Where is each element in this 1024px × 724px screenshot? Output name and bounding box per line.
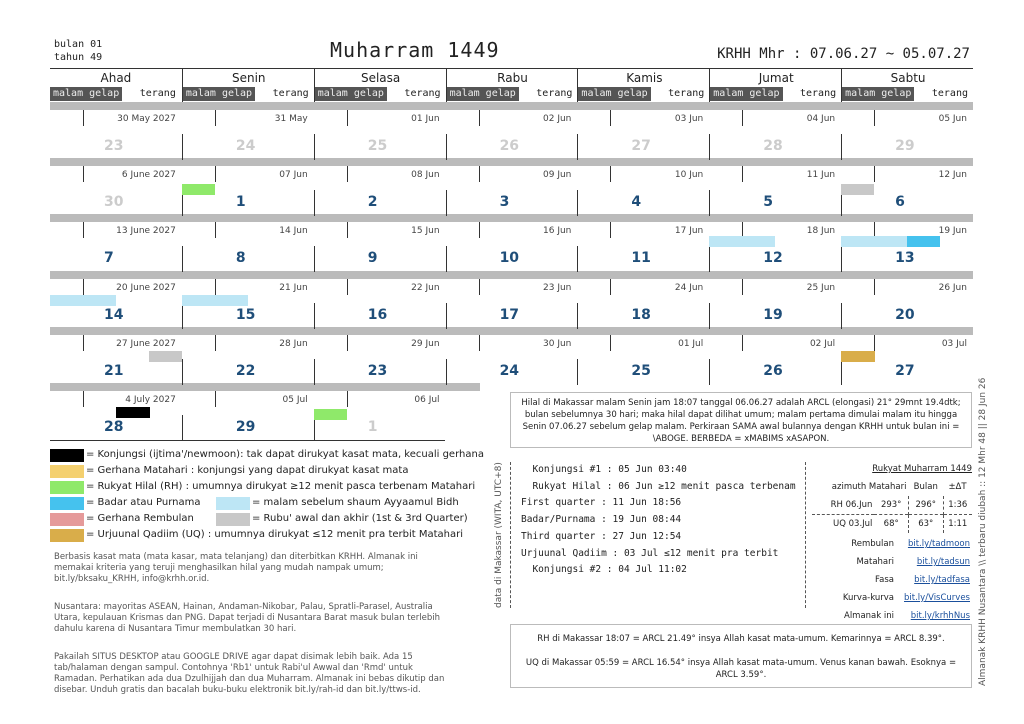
cell-divider — [215, 222, 216, 238]
cell-divider — [446, 246, 447, 272]
data-location-vertical — [490, 462, 510, 610]
cell-divider — [83, 279, 84, 295]
gregorian-date: 08 Jun — [411, 170, 440, 180]
weekday-label: Sabtu — [890, 71, 926, 85]
day-cell[interactable] — [742, 222, 874, 272]
cell-divider — [841, 246, 842, 272]
link-label: Fasa — [875, 575, 894, 585]
gregorian-date: 24 Jun — [674, 283, 704, 293]
moon-phase-marker — [709, 236, 775, 247]
legend-text: = Gerhana Rembulan — [86, 513, 194, 524]
gregorian-date: 26 Jun — [938, 283, 967, 293]
rukyat-links — [812, 535, 972, 625]
legend-swatch — [50, 497, 84, 510]
cell-divider — [215, 335, 216, 351]
moon-phase-marker — [841, 351, 875, 362]
note-basis: Berbasis kasat mata (mata kasar, mata telanjang) dan diterbitkan KRHH. Almanak ini memakai kriteria yang teruji menghasilkan hilal yang mudah nampak umum; bit.ly/bksaku_KRHH, info@krhh.or.id. — [54, 552, 418, 584]
day-cell[interactable] — [215, 166, 347, 216]
link-url[interactable]: bit.ly/VisCurves — [904, 593, 970, 603]
gregorian-date: 06 Jul — [414, 395, 440, 405]
hijri-day-number: 11 — [631, 250, 651, 266]
ephemeris-line: Urjuunal Qadiim : 03 Jul ≤12 menit pra terbit — [521, 547, 779, 559]
cell-divider — [83, 166, 84, 182]
legend-swatch — [50, 529, 84, 542]
cell-divider — [841, 134, 842, 160]
gregorian-date: 31 May — [274, 114, 308, 124]
cell-divider — [479, 335, 480, 351]
cell-divider — [874, 110, 875, 126]
rukyat-row-label: RH 06.Jun — [830, 500, 873, 510]
ephemeris-list — [510, 462, 806, 608]
link-label: Rembulan — [851, 539, 894, 549]
gregorian-date: 29 Jun — [411, 339, 440, 349]
gregorian-date: 18 Jun — [806, 226, 836, 236]
weekday-jumat — [709, 69, 842, 103]
day-cell[interactable] — [83, 110, 215, 160]
link-label: Kurva-kurva — [842, 593, 894, 603]
cell-divider — [83, 222, 84, 238]
gregorian-date: 05 Jul — [282, 395, 308, 405]
bulan-label: bulan 01 — [54, 39, 103, 50]
hijri-day-number: 3 — [499, 194, 510, 210]
rukyat-head-bulan: Bulan — [913, 482, 938, 492]
cell-divider — [215, 279, 216, 295]
hijri-day-number: 29 — [895, 138, 915, 154]
gregorian-date: 14 Jun — [279, 226, 308, 236]
rukyat-table — [812, 478, 972, 533]
gregorian-date: 12 Jun — [938, 170, 967, 180]
header-month-year — [54, 38, 102, 64]
terang-label: terang — [536, 88, 573, 99]
day-cell[interactable] — [479, 222, 611, 272]
note-desktop: Pakailah SITUS DESKTOP atau GOOGLE DRIVE agar dapat disimak lebih baik. Ada 15 tab/halaman dengan sampul. Contohnya 'Rb1' untuk Rabi'ul Awwal dan 'Rmd' untuk Ramadan. Perhatikan ada dua Dzulhijjah dan dua Muharram. Almanak ini bebas dikutip dan disebar. Unduh gratis dan bacalah buku-buku elektronik bit.ly/rah-id dan bit.ly/ttws-id. — [54, 652, 445, 695]
gregorian-date: 02 Jun — [543, 114, 572, 124]
day-cell[interactable] — [479, 110, 611, 160]
cell-divider — [841, 359, 842, 385]
week-separator — [50, 102, 973, 110]
hijri-day-number: 18 — [631, 307, 651, 323]
hijri-day-number: 10 — [499, 250, 520, 266]
gregorian-date: 09 Jun — [543, 170, 572, 180]
gregorian-date: 02 Jul — [809, 339, 836, 349]
day-cell[interactable] — [347, 222, 479, 272]
gregorian-date: 27 June 2027 — [116, 339, 176, 349]
cell-divider — [709, 303, 710, 329]
hijri-day-number: 30 — [104, 194, 124, 210]
weekday-label: Rabu — [497, 71, 528, 85]
legend-swatch — [216, 513, 250, 526]
grid-bottom-line — [50, 440, 445, 441]
gregorian-date: 21 Jun — [279, 283, 308, 293]
gregorian-date: 05 Jun — [938, 114, 967, 124]
cell-divider — [610, 222, 611, 238]
gregorian-date: 6 June 2027 — [121, 170, 176, 180]
data-location-label: data di Makassar (WITA, UTC+8) — [494, 462, 504, 608]
gregorian-date: 23 Jun — [543, 283, 572, 293]
hijri-day-number: 28 — [763, 138, 783, 154]
hijri-day-number: 24 — [499, 363, 520, 379]
cell-divider — [314, 246, 315, 272]
gregorian-date: 11 Jun — [806, 170, 836, 180]
rh-uq-note-box — [510, 624, 972, 688]
hijri-day-number: 8 — [235, 250, 246, 266]
gregorian-date: 03 Jul — [941, 339, 967, 349]
terang-label: terang — [272, 88, 309, 99]
weekday-kamis — [577, 69, 710, 103]
legend-text: = malam sebelum shaum Ayyaamul Bidh — [252, 497, 459, 508]
cell-divider — [610, 279, 611, 295]
legend-text: = Rukyat Hilal (RH) : umumnya dirukyat ≥12 menit pasca terbenam Matahari — [86, 481, 476, 492]
rukyat-row-moon: 63° — [908, 515, 943, 534]
day-cell[interactable] — [83, 222, 215, 272]
note-nusantara: Nusantara: mayoritas ASEAN, Hainan, Andaman-Nikobar, Palau, Spratli-Parasel, Australia Utara, kepulauan Krismas dan PNG. Dapat terjadi di Nusantara Barat masuk bulan terlebih dahulu karena di Nusantara Timur membulatkan 30 hari. — [54, 602, 440, 634]
hijri-day-number: 23 — [367, 363, 388, 379]
link-label: Matahari — [856, 557, 894, 567]
hijri-day-number: 25 — [631, 363, 651, 379]
cell-divider — [215, 391, 216, 407]
almanak-info-label: Almanak KRHH Nusantara \\ terbaru diubah :: 12 Mhr 48 || 28 Jun 26 — [978, 377, 988, 686]
uq-note: UQ di Makassar 05:59 = ARCL 16.54° insya Allah kasat mata-umum. Venus kanan bawah. Esoknya = ARCL 3.59°. — [525, 658, 957, 680]
hijri-day-number: 13 — [895, 250, 915, 266]
hijri-day-number: 20 — [895, 307, 915, 323]
cell-divider — [182, 246, 183, 272]
malam-gelap-label: malam gelap — [842, 87, 914, 101]
cell-divider — [446, 190, 447, 216]
cell-divider — [709, 359, 710, 385]
weekday-label: Kamis — [626, 71, 663, 85]
hijri-day-number: 23 — [104, 138, 124, 154]
cell-divider — [347, 391, 348, 407]
hijri-day-number: 9 — [367, 250, 378, 266]
legend-swatch — [216, 497, 250, 510]
cell-divider — [610, 166, 611, 182]
rukyat-head-azimuth: azimuth Matahari — [831, 482, 907, 492]
gregorian-date: 4 July 2027 — [125, 395, 176, 405]
terang-label: terang — [139, 88, 176, 99]
cell-divider — [742, 279, 743, 295]
cell-divider — [577, 303, 578, 329]
weekday-rabu — [446, 69, 579, 103]
rukyat-row-dt: 1:36 — [948, 500, 968, 510]
gregorian-date: 28 Jun — [279, 339, 308, 349]
day-cell[interactable] — [610, 279, 742, 329]
hijri-day-number: 2 — [367, 194, 378, 210]
malam-gelap-label: malam gelap — [315, 87, 387, 101]
cell-divider — [479, 110, 480, 126]
day-cell[interactable] — [479, 335, 611, 385]
gregorian-date: 03 Jun — [674, 114, 704, 124]
gregorian-date: 15 Jun — [411, 226, 440, 236]
week-separator — [50, 271, 973, 279]
terang-label: terang — [800, 88, 837, 99]
gregorian-date: 13 June 2027 — [116, 226, 176, 236]
cell-divider — [577, 134, 578, 160]
day-cell[interactable] — [215, 222, 347, 272]
hijri-day-number: 17 — [499, 307, 520, 323]
hijri-day-number: 27 — [631, 138, 651, 154]
legend-text: = Badar atau Purnama — [86, 497, 201, 508]
day-cell[interactable] — [347, 335, 479, 385]
day-cell[interactable] — [347, 110, 479, 160]
rukyat-row-dt: 1:11 — [943, 515, 972, 534]
day-cell[interactable] — [610, 335, 742, 385]
cell-divider — [314, 190, 315, 216]
ephemeris-line: First quarter : 11 Jun 18:56 — [521, 497, 682, 509]
cell-divider — [577, 359, 578, 385]
weekday-ahad — [50, 69, 182, 103]
ephemeris-line: Konjungsi #2 : 04 Jul 11:02 — [521, 564, 687, 576]
cell-divider — [446, 303, 447, 329]
hijri-day-number: 26 — [499, 138, 520, 154]
gregorian-date: 20 June 2027 — [116, 283, 176, 293]
cell-divider — [83, 110, 84, 126]
terang-label: terang — [404, 88, 441, 99]
ephemeris-line: Rukyat Hilal : 06 Jun ≥12 menit pasca terbenam — [521, 480, 796, 492]
day-cell[interactable] — [610, 222, 742, 272]
day-cell[interactable] — [215, 110, 347, 160]
legend-swatch — [50, 481, 84, 494]
weekday-sabtu — [841, 69, 974, 103]
weekday-label: Ahad — [100, 71, 132, 85]
legend-swatch — [50, 449, 84, 462]
legend-swatch — [50, 465, 84, 478]
rukyat-row-sun: 68° — [874, 515, 908, 534]
hijri-day-number: 27 — [895, 363, 915, 379]
cell-divider — [709, 134, 710, 160]
legend-text: = Konjungsi (ijtima'/newmoon): tak dapat dirukyat kasat mata, kecuali gerhana — [86, 449, 484, 460]
gregorian-date: 01 Jul — [678, 339, 704, 349]
moon-phase-marker — [907, 236, 940, 247]
cell-divider — [347, 279, 348, 295]
link-url[interactable]: bit.ly/krhhNus — [910, 611, 970, 621]
legend-text: = Urjuunal Qadiim (UQ) : umumnya dirukyat ≤12 menit pra terbit Matahari — [86, 529, 464, 540]
gregorian-date: 19 Jun — [938, 226, 967, 236]
rukyat-row-label: UQ 03.Jul — [812, 515, 874, 534]
day-cell[interactable] — [215, 279, 347, 329]
cell-divider — [446, 134, 447, 160]
link-url[interactable]: bit.ly/tadfasa — [914, 575, 970, 585]
hijri-day-number: 21 — [104, 363, 124, 379]
moon-phase-marker — [182, 184, 215, 195]
day-cell[interactable] — [742, 110, 874, 160]
day-cell[interactable] — [874, 279, 1006, 329]
cell-divider — [182, 359, 183, 385]
cell-divider — [874, 166, 875, 182]
weekday-senin — [182, 69, 315, 103]
cell-divider — [610, 335, 611, 351]
tahun-label: tahun 49 — [54, 52, 103, 63]
moon-phase-marker — [50, 295, 116, 306]
gregorian-date: 16 Jun — [543, 226, 572, 236]
cell-divider — [83, 391, 84, 407]
legend-text: = Rubu' awal dan akhir (1st & 3rd Quarter) — [252, 513, 468, 524]
day-cell[interactable] — [610, 110, 742, 160]
cell-divider — [314, 359, 315, 385]
day-cell[interactable] — [874, 166, 1006, 216]
day-cell[interactable] — [610, 166, 742, 216]
malam-gelap-label: malam gelap — [183, 87, 255, 101]
cell-divider — [874, 279, 875, 295]
day-cell[interactable] — [742, 279, 874, 329]
day-cell[interactable] — [347, 166, 479, 216]
cell-divider — [446, 359, 447, 385]
gregorian-date: 30 May 2027 — [117, 114, 176, 124]
gregorian-date: 25 Jun — [806, 283, 836, 293]
cell-divider — [182, 303, 183, 329]
hijri-day-number: 12 — [763, 250, 783, 266]
cell-divider — [347, 222, 348, 238]
hijri-day-number: 5 — [763, 194, 774, 210]
hijri-day-number: 25 — [367, 138, 388, 154]
day-cell[interactable] — [479, 166, 611, 216]
day-cell[interactable] — [83, 335, 215, 385]
day-cell[interactable] — [215, 335, 347, 385]
weekday-label: Senin — [231, 71, 266, 85]
cell-divider — [742, 110, 743, 126]
moon-phase-marker — [314, 409, 347, 420]
day-cell[interactable] — [479, 279, 611, 329]
hijri-day-number: 7 — [104, 250, 114, 266]
hijri-day-number: 28 — [104, 419, 124, 435]
malam-gelap-label: malam gelap — [50, 87, 122, 101]
cell-divider — [709, 190, 710, 216]
hilal-note: Hilal di Makassar malam Senin jam 18:07 tanggal 06.06.27 adalah ARCL (elongasi) 21° 29mnt 19.4dtk; bulan sebelumnya 30 hari; maka hilal dapat dilihat umum; malam pertama dimulai malam itu hingga Senin 07.06.27 sebelum gelap malam. Perkiraan SAMA awal bulannya dengan KRHH untuk bulan ini = \ABOGE. BERBEDA = xMABIMS xASAPON. — [510, 392, 972, 448]
cell-divider — [874, 335, 875, 351]
cell-divider — [742, 335, 743, 351]
cell-divider — [479, 279, 480, 295]
gregorian-date: 30 Jun — [543, 339, 572, 349]
almanak-vertical — [974, 377, 994, 690]
hijri-day-number: 4 — [631, 194, 642, 210]
hijri-day-number: 29 — [235, 419, 256, 435]
rukyat-box — [812, 462, 972, 625]
hijri-day-number: 24 — [235, 138, 256, 154]
hijri-day-number: 1 — [367, 419, 378, 435]
moon-phase-marker — [182, 295, 248, 306]
weekday-header — [50, 68, 973, 103]
moon-phase-marker — [841, 236, 907, 247]
page-title: Muharram 1449 — [330, 38, 500, 62]
rukyat-title: Rukyat Muharram 1449 — [872, 464, 972, 474]
rukyat-head-dt: ±ΔT — [948, 482, 967, 492]
hijri-day-number: 19 — [763, 307, 783, 323]
gregorian-date: 10 Jun — [674, 170, 704, 180]
rukyat-row-sun: 293° — [874, 496, 908, 515]
link-label: Almanak ini — [844, 611, 894, 621]
hijri-day-number: 16 — [367, 307, 388, 323]
cell-divider — [83, 335, 84, 351]
cell-divider — [610, 110, 611, 126]
ephemeris-line: Badar/Purnama : 19 Jun 08:44 — [521, 514, 682, 526]
link-url[interactable]: bit.ly/tadmoon — [907, 539, 970, 549]
legend-text: = Gerhana Matahari : konjungsi yang dapat dirukyat kasat mata — [86, 465, 409, 476]
weekday-label: Jumat — [758, 71, 794, 85]
cell-divider — [709, 246, 710, 272]
cell-divider — [347, 166, 348, 182]
rukyat-row-moon: 296° — [908, 496, 943, 515]
day-cell[interactable] — [874, 222, 1006, 272]
ephemeris-line: Third quarter : 27 Jun 12:54 — [521, 530, 682, 542]
hijri-day-number: 14 — [104, 307, 124, 323]
cell-divider — [314, 303, 315, 329]
moon-phase-marker — [116, 407, 150, 418]
cell-divider — [577, 246, 578, 272]
cell-divider — [347, 110, 348, 126]
cell-divider — [577, 190, 578, 216]
gregorian-date: 04 Jun — [806, 114, 836, 124]
weekday-label: Selasa — [360, 71, 401, 85]
moon-phase-marker — [149, 351, 182, 362]
day-cell[interactable] — [874, 110, 1006, 160]
malam-gelap-label: malam gelap — [578, 87, 650, 101]
hijri-day-number: 1 — [235, 194, 246, 210]
rh-note: RH di Makassar 18:07 = ARCL 21.49° insya Allah kasat mata-umum. Kemarinnya = ARCL 8.39°. — [537, 634, 945, 644]
hijri-day-number: 15 — [235, 307, 256, 323]
cell-divider — [742, 166, 743, 182]
cell-divider — [314, 134, 315, 160]
cell-divider — [215, 110, 216, 126]
hijri-day-number: 26 — [763, 363, 783, 379]
gregorian-date: 22 Jun — [411, 283, 440, 293]
cell-divider — [479, 166, 480, 182]
cell-divider — [215, 166, 216, 182]
ephemeris-line: Konjungsi #1 : 05 Jun 03:40 — [521, 464, 687, 475]
day-cell[interactable] — [347, 279, 479, 329]
krhh-range: KRHH Mhr : 07.06.27 ~ 05.07.27 — [717, 46, 970, 62]
moon-phase-marker — [841, 184, 874, 195]
day-cell[interactable] — [83, 391, 215, 441]
cell-divider — [347, 335, 348, 351]
malam-gelap-label: malam gelap — [447, 87, 519, 101]
legend-swatch — [50, 513, 84, 526]
terang-label: terang — [668, 88, 705, 99]
cell-divider — [182, 134, 183, 160]
gregorian-date: 01 Jun — [411, 114, 440, 124]
cell-divider — [841, 303, 842, 329]
day-cell[interactable] — [347, 391, 479, 441]
cell-divider — [479, 222, 480, 238]
hijri-day-number: 22 — [235, 363, 256, 379]
hijri-day-number: 6 — [895, 194, 905, 210]
terang-label: terang — [931, 88, 968, 99]
weekday-selasa — [314, 69, 447, 103]
link-url[interactable]: bit.ly/tadsun — [916, 557, 970, 567]
gregorian-date: 17 Jun — [674, 226, 704, 236]
malam-gelap-label: malam gelap — [710, 87, 782, 101]
gregorian-date: 07 Jun — [279, 170, 308, 180]
cell-divider — [182, 415, 183, 441]
